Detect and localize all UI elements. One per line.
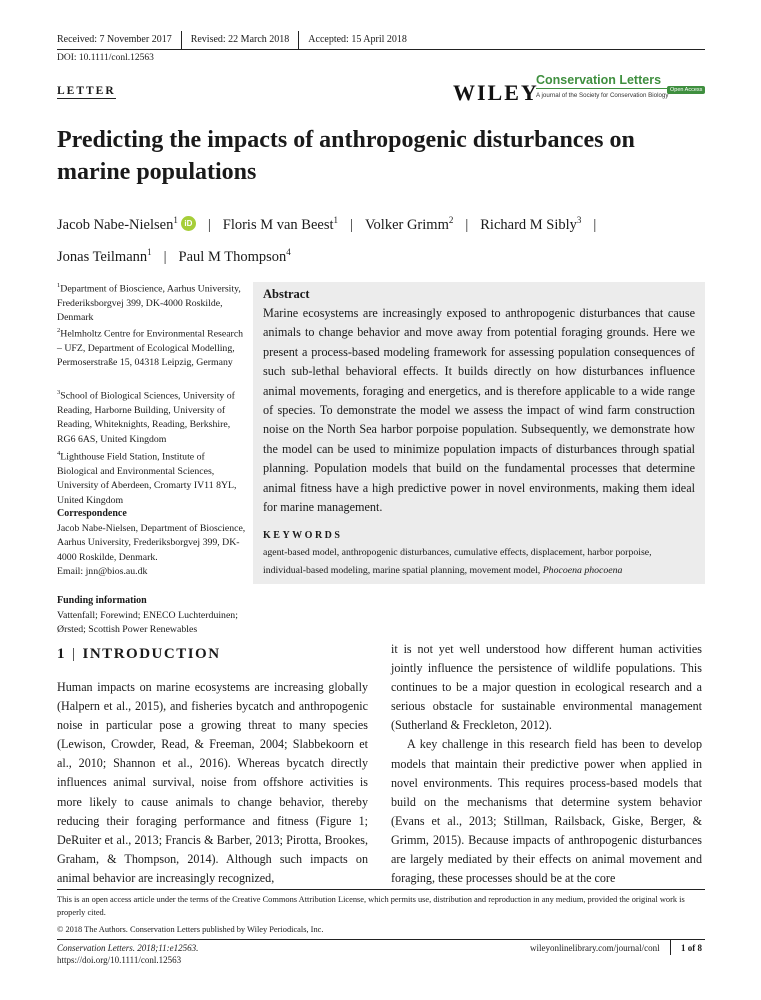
affiliation [57,279,247,326]
keywords [263,544,695,580]
footnote-divider [57,889,705,890]
citation [57,943,198,966]
separator: | [72,646,77,662]
affiliation-text: School of Biological Sciences, University of Reading, Harborne Building, University of Reading, Whiteknights, Reading, Berkshire, RG6 6AS, United Kingdom [57,390,235,446]
affiliation-mark: 2 [57,327,61,334]
abstract-text: Marine ecosystems are increasingly exposed to anthropogenic disturbances that cause animals to change behavior and move away from potential foraging grounds. Here we present a process-based modeling framework for assessing population consequences of such sub-lethal behavioral effects. It builds directly on how disturbances influence animal movements, foraging and energetics, and is therefore applicable to a wide range of species. To demonstrate the model we assess the impact of wind farm construction noise on the North Sea harbor porpoise population. Subsequently, we demonstrate how the model can be used to minimize population impacts of disturbances through spatial planning. Population models that build on the fundamental processes that determine animal fitness have a high predictive power in novel environments, making them ideal for marine management. [263,306,695,515]
left-column [57,678,368,888]
footer-divider [57,939,705,940]
affiliation-mark: 4 [57,450,61,457]
affiliation [57,324,247,371]
separator: | [207,216,211,233]
affiliation-text: Helmholtz Centre for Environmental Research – UFZ, Department of Ecological Modelling, Permoserstraße 15, 04318 Leipzig, Germany [57,328,244,369]
author-affiliation-mark: 3 [576,215,582,225]
correspondence-email[interactable]: Email: jnn@bios.au.dk [57,566,148,578]
author-name[interactable]: Richard M Sibly [480,216,577,233]
author-name[interactable]: Jonas Teilmann [57,248,148,265]
separator: | [163,248,167,265]
keywords-heading: KEYWORDS [263,530,343,542]
article-title: Predicting the impacts of anthropogenic disturbances on marine populations [57,127,635,185]
page-number: 1 of 8 [670,940,702,955]
correspondence-text: Jacob Nabe-Nielsen, Department of Bioscience, Aarhus University, Frederiksborgvej 399, DK-4000 Roskilde, Denmark. [57,522,246,563]
author-affiliation-mark: 2 [448,215,454,225]
section-label: LETTER [57,85,116,97]
journal-subtitle: A journal of the Society for Conservation Biology [536,92,669,99]
journal-logo: Conservation Letters [536,73,700,89]
abstract-heading: Abstract [263,287,310,301]
article-dates [57,31,705,50]
author-name[interactable]: Paul M Thompson [178,248,287,265]
paragraph: Human impacts on marine ecosystems are increasing globally (Halpern et al., 2015), and fisheries bycatch and anthropogenic noise in particular pose a growing threat to many species (Lewison, Crowder, Read, & Freeman, 2004; Slabbekoorn et al., 2010; Shannon et al., 2016). Whereas bycatch directly influences animal survival, noise from offshore activities is more likely to cause animals to change behavior, thereby reducing their foraging performance and fitness (Figure 1; DeRuiter et al., 2013; Francis & Barber, 2013; Pirotta, Brookes, Graham, & Thompson, 2014). Although such impacts on animal behavior are increasingly recognized, [57,680,368,885]
keywords-list: agent-based model, anthropogenic disturbances, cumulative effects, displacement, harbor porpoise, individual-based modeling, marine spatial planning, movement model, [263,547,652,577]
affiliation-mark: 1 [57,282,61,289]
affiliation [57,386,247,448]
separator: | [465,216,469,233]
keyword-species: Phocoena phocoena [542,565,623,577]
author-name[interactable]: Jacob Nabe-Nielsen [57,216,174,233]
received-date: Received: 7 November 2017 [57,34,172,45]
right-column [391,640,702,888]
author-affiliation-mark: 1 [147,246,152,257]
section-heading [57,646,221,663]
citation-url[interactable]: https://doi.org/10.1111/conl.12563 [57,954,182,965]
author-list [57,207,707,271]
section-title: INTRODUCTION [82,646,221,662]
author-affiliation-mark: 1 [333,215,339,225]
citation-text: Conservation Letters. 2018;11:e12563. [57,943,199,953]
affiliation-mark: 3 [57,389,61,396]
publisher-logo: WILEY [453,80,539,105]
copyright: © 2018 The Authors. Conservation Letters published by Wiley Periodicals, Inc. [57,925,324,934]
affiliation-text: Department of Bioscience, Aarhus University, Frederiksborgvej 399, DK-4000 Roskilde, Denmark [57,283,241,324]
author-affiliation-mark: 4 [286,246,291,257]
correspondence-heading: Correspondence [57,508,127,519]
separator: | [350,216,353,233]
revised-date: Revised: 22 March 2018 [181,31,299,50]
author-name[interactable]: Volker Grimm [364,216,449,233]
orcid-icon[interactable]: iD [181,216,196,231]
doi[interactable]: DOI: 10.1111/conl.12563 [57,53,154,63]
open-access-badge: Open Access [667,86,705,94]
author-name[interactable]: Floris M van Beest [222,216,334,233]
affiliation [57,447,247,509]
author-affiliation-mark: 1 [173,215,178,225]
license-note: This is an open access article under the terms of the Creative Commons Attribution License, which permits use, distribution and reproduction in any medium, provided the original work is properly cited. [57,895,685,917]
affiliation-text: Lighthouse Field Station, Institute of Biological and Environmental Sciences, University of Aberdeen, Cromarty IV11 8YL, United Kingdom [57,451,237,507]
funding [57,594,247,638]
journal-site-link[interactable]: wileyonlinelibrary.com/journal/conl [530,943,660,953]
paragraph: A key challenge in this research field has been to develop models that maintain their predictive power when applied in novel environments. This requires process-based models that build on the mechanisms that determine system behavior (Evans et al., 2013; Stillman, Railsback, Giske, Berger, & Grimm, 2015). Because impacts of anthropogenic disturbances are largely mediated by their effects on animal movement and foraging, these processes should be at the core [391,737,702,886]
paragraph: it is not yet well understood how different human activities jointly influence the persistence of wildlife populations. This continues to be a major question in ecological research and a serious obstacle for sustainable environmental management (Sutherland & Freckleton, 2012). [391,642,702,733]
section-number: 1 [57,646,66,662]
accepted-date: Accepted: 15 April 2018 [298,31,416,50]
funding-text: Vattenfall; Forewind; ENECO Luchterduinen; Ørsted; Scottish Power Renewables [57,609,238,636]
abstract-box [253,282,705,584]
funding-heading: Funding information [57,595,147,606]
separator: | [593,216,597,233]
correspondence [57,507,247,580]
